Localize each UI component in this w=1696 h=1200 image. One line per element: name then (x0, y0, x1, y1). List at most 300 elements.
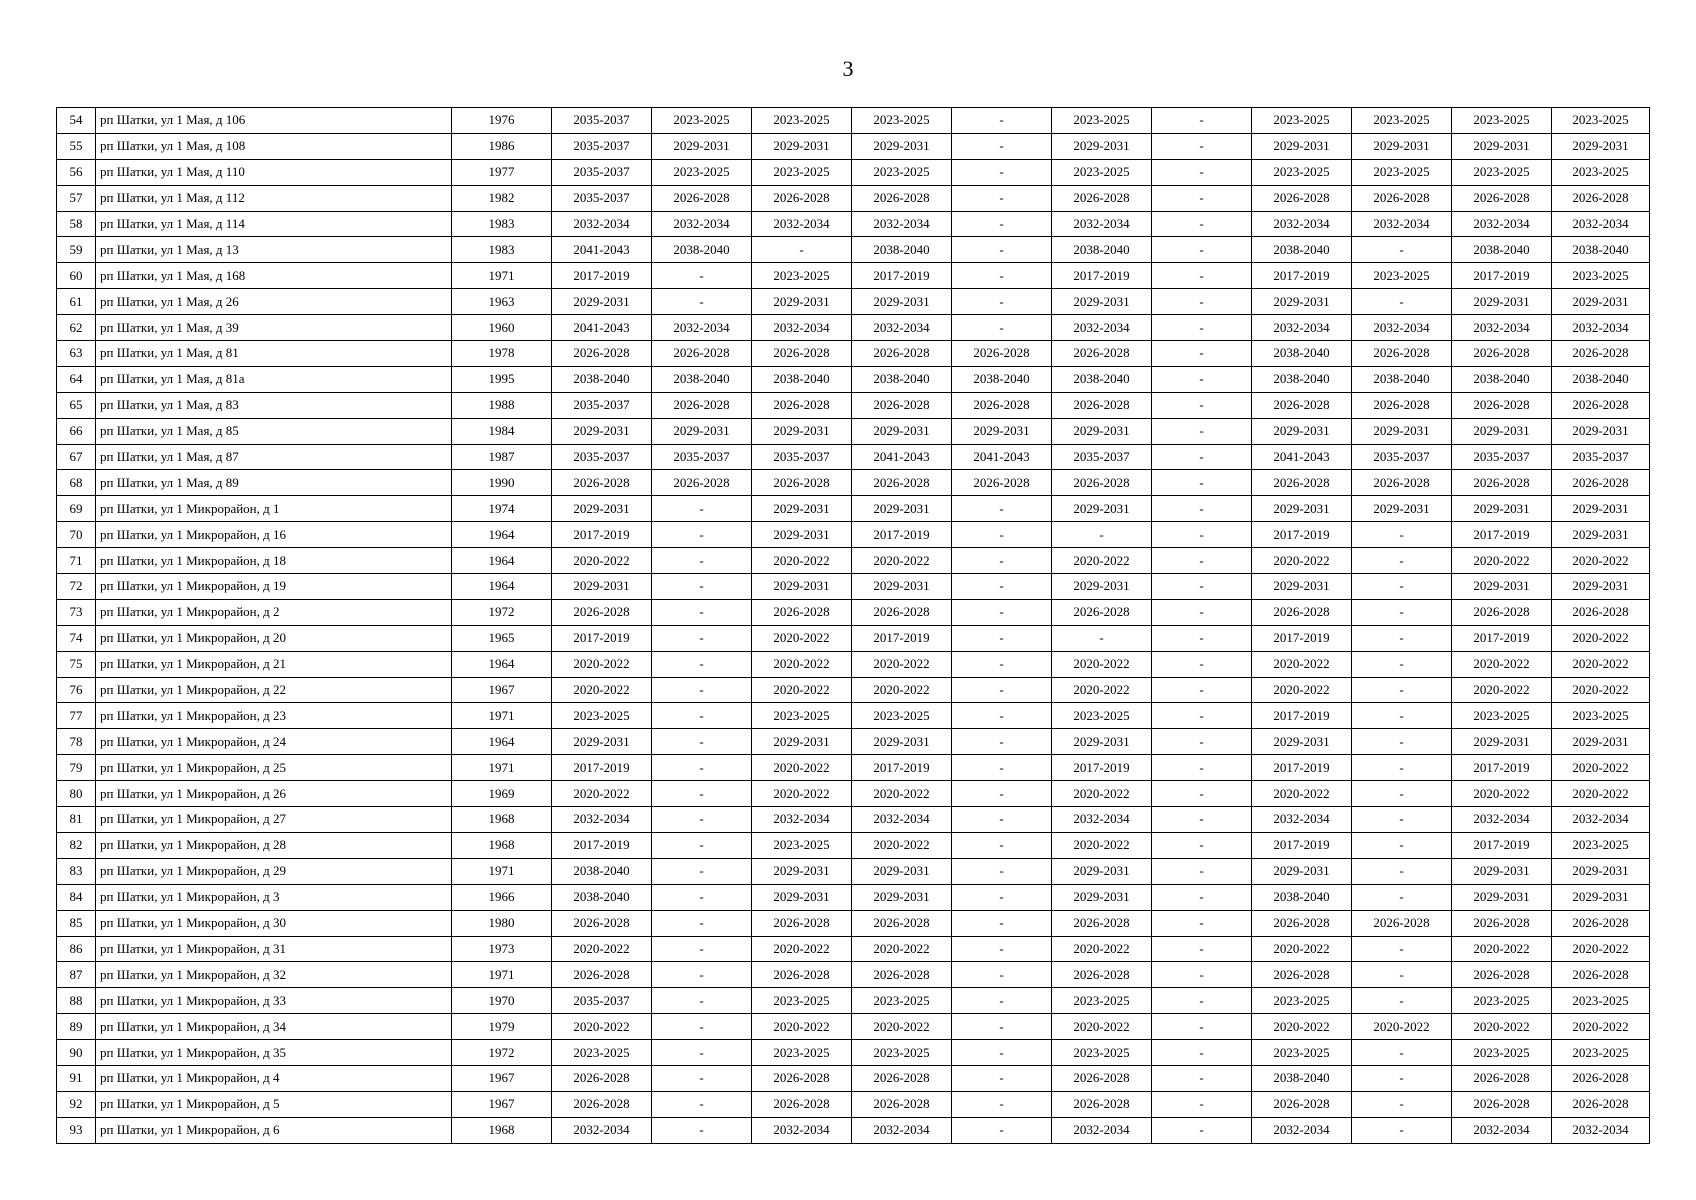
period-cell-3: 2026-2028 (752, 910, 852, 936)
table-row (57, 366, 1650, 392)
row-number-cell: 92 (57, 1091, 96, 1117)
period-cell-1: 2026-2028 (552, 1091, 652, 1117)
period-cell-3: 2026-2028 (752, 470, 852, 496)
period-cell-8: 2026-2028 (1252, 185, 1352, 211)
build-year-cell: 1968 (452, 807, 552, 833)
period-cell-7: - (1152, 574, 1252, 600)
period-cell-7: - (1152, 858, 1252, 884)
address-cell: рп Шатки, ул 1 Микрорайон, д 2 (96, 599, 452, 625)
period-cell-1: 2029-2031 (552, 574, 652, 600)
period-cell-2: - (652, 755, 752, 781)
period-cell-7: - (1152, 884, 1252, 910)
period-cell-5: - (952, 548, 1052, 574)
period-cell-11: 2029-2031 (1552, 522, 1650, 548)
period-cell-1: 2038-2040 (552, 858, 652, 884)
period-cell-5: - (952, 574, 1052, 600)
period-cell-7: - (1152, 1065, 1252, 1091)
period-cell-1: 2017-2019 (552, 263, 652, 289)
address-cell: рп Шатки, ул 1 Микрорайон, д 20 (96, 625, 452, 651)
period-cell-2: 2026-2028 (652, 185, 752, 211)
table-row (57, 832, 1650, 858)
period-cell-1: 2041-2043 (552, 237, 652, 263)
period-cell-8: 2020-2022 (1252, 936, 1352, 962)
build-year-cell: 1964 (452, 522, 552, 548)
address-cell: рп Шатки, ул 1 Мая, д 83 (96, 392, 452, 418)
address-cell: рп Шатки, ул 1 Микрорайон, д 16 (96, 522, 452, 548)
period-cell-1: 2020-2022 (552, 936, 652, 962)
period-cell-3: 2020-2022 (752, 755, 852, 781)
build-year-cell: 1984 (452, 418, 552, 444)
address-cell: рп Шатки, ул 1 Микрорайон, д 23 (96, 703, 452, 729)
row-number-cell: 93 (57, 1117, 96, 1143)
row-number-cell: 83 (57, 858, 96, 884)
period-cell-10: 2029-2031 (1452, 858, 1552, 884)
period-cell-4: 2029-2031 (852, 574, 952, 600)
period-cell-2: - (652, 936, 752, 962)
period-cell-11: 2029-2031 (1552, 858, 1650, 884)
period-cell-7: - (1152, 1014, 1252, 1040)
period-cell-9: - (1352, 884, 1452, 910)
period-cell-11: 2029-2031 (1552, 574, 1650, 600)
build-year-cell: 1995 (452, 366, 552, 392)
period-cell-3: 2029-2031 (752, 522, 852, 548)
period-cell-11: 2026-2028 (1552, 185, 1650, 211)
period-cell-4: 2029-2031 (852, 729, 952, 755)
period-cell-6: 2020-2022 (1052, 651, 1152, 677)
period-cell-5: 2026-2028 (952, 392, 1052, 418)
period-cell-8: 2026-2028 (1252, 962, 1352, 988)
build-year-cell: 1970 (452, 988, 552, 1014)
period-cell-1: 2035-2037 (552, 133, 652, 159)
period-cell-9: - (1352, 807, 1452, 833)
period-cell-5: - (952, 496, 1052, 522)
table-row (57, 133, 1650, 159)
row-number-cell: 80 (57, 781, 96, 807)
period-cell-7: - (1152, 988, 1252, 1014)
period-cell-1: 2026-2028 (552, 341, 652, 367)
period-cell-2: - (652, 884, 752, 910)
period-cell-9: - (1352, 962, 1452, 988)
period-cell-4: 2029-2031 (852, 418, 952, 444)
period-cell-1: 2023-2025 (552, 1040, 652, 1066)
period-cell-9: 2029-2031 (1352, 496, 1452, 522)
period-cell-11: 2020-2022 (1552, 755, 1650, 781)
period-cell-1: 2020-2022 (552, 781, 652, 807)
table-row (57, 1091, 1650, 1117)
period-cell-2: - (652, 729, 752, 755)
period-cell-8: 2017-2019 (1252, 832, 1352, 858)
period-cell-4: 2020-2022 (852, 832, 952, 858)
period-cell-7: - (1152, 366, 1252, 392)
period-cell-8: 2026-2028 (1252, 910, 1352, 936)
period-cell-5: - (952, 237, 1052, 263)
period-cell-1: 2032-2034 (552, 1117, 652, 1143)
build-year-cell: 1987 (452, 444, 552, 470)
build-year-cell: 1986 (452, 133, 552, 159)
period-cell-7: - (1152, 263, 1252, 289)
period-cell-7: - (1152, 237, 1252, 263)
table-row (57, 936, 1650, 962)
table-row (57, 211, 1650, 237)
period-cell-4: 2026-2028 (852, 1065, 952, 1091)
address-cell: рп Шатки, ул 1 Мая, д 26 (96, 289, 452, 315)
period-cell-1: 2032-2034 (552, 211, 652, 237)
row-number-cell: 65 (57, 392, 96, 418)
row-number-cell: 60 (57, 263, 96, 289)
period-cell-4: 2032-2034 (852, 211, 952, 237)
build-year-cell: 1967 (452, 1091, 552, 1117)
period-cell-4: 2026-2028 (852, 599, 952, 625)
period-cell-10: 2017-2019 (1452, 522, 1552, 548)
period-cell-6: 2032-2034 (1052, 211, 1152, 237)
period-cell-4: 2020-2022 (852, 781, 952, 807)
period-cell-9: - (1352, 677, 1452, 703)
period-cell-10: 2026-2028 (1452, 1065, 1552, 1091)
row-number-cell: 74 (57, 625, 96, 651)
period-cell-6: 2017-2019 (1052, 263, 1152, 289)
period-cell-6: 2026-2028 (1052, 470, 1152, 496)
period-cell-4: 2023-2025 (852, 988, 952, 1014)
period-cell-1: 2029-2031 (552, 729, 652, 755)
period-cell-4: 2020-2022 (852, 1014, 952, 1040)
build-year-cell: 1964 (452, 574, 552, 600)
period-cell-2: - (652, 574, 752, 600)
period-cell-7: - (1152, 1040, 1252, 1066)
build-year-cell: 1982 (452, 185, 552, 211)
period-cell-8: 2029-2031 (1252, 133, 1352, 159)
period-cell-7: - (1152, 1117, 1252, 1143)
period-cell-8: 2020-2022 (1252, 781, 1352, 807)
table-row (57, 1117, 1650, 1143)
address-cell: рп Шатки, ул 1 Микрорайон, д 22 (96, 677, 452, 703)
address-cell: рп Шатки, ул 1 Микрорайон, д 19 (96, 574, 452, 600)
build-year-cell: 1972 (452, 599, 552, 625)
period-cell-6: 2035-2037 (1052, 444, 1152, 470)
period-cell-2: - (652, 807, 752, 833)
period-cell-8: 2041-2043 (1252, 444, 1352, 470)
period-cell-11: 2029-2031 (1552, 496, 1650, 522)
build-year-cell: 1971 (452, 858, 552, 884)
period-cell-5: - (952, 185, 1052, 211)
period-cell-7: - (1152, 755, 1252, 781)
period-cell-10: 2032-2034 (1452, 211, 1552, 237)
period-cell-9: - (1352, 936, 1452, 962)
period-cell-7: - (1152, 677, 1252, 703)
build-year-cell: 1977 (452, 159, 552, 185)
period-cell-11: 2023-2025 (1552, 108, 1650, 134)
period-cell-9: - (1352, 599, 1452, 625)
period-cell-6: 2029-2031 (1052, 858, 1152, 884)
period-cell-11: 2026-2028 (1552, 1065, 1650, 1091)
row-number-cell: 58 (57, 211, 96, 237)
period-cell-4: 2020-2022 (852, 548, 952, 574)
table-row (57, 807, 1650, 833)
period-cell-1: 2041-2043 (552, 315, 652, 341)
period-cell-10: 2017-2019 (1452, 625, 1552, 651)
row-number-cell: 81 (57, 807, 96, 833)
period-cell-6: 2029-2031 (1052, 729, 1152, 755)
period-cell-3: 2038-2040 (752, 366, 852, 392)
build-year-cell: 1971 (452, 755, 552, 781)
period-cell-6: 2029-2031 (1052, 289, 1152, 315)
address-cell: рп Шатки, ул 1 Мая, д 114 (96, 211, 452, 237)
period-cell-2: - (652, 548, 752, 574)
period-cell-6: 2029-2031 (1052, 574, 1152, 600)
period-cell-2: - (652, 858, 752, 884)
build-year-cell: 1983 (452, 237, 552, 263)
period-cell-10: 2029-2031 (1452, 289, 1552, 315)
period-cell-2: - (652, 832, 752, 858)
period-cell-1: 2038-2040 (552, 884, 652, 910)
period-cell-10: 2035-2037 (1452, 444, 1552, 470)
period-cell-7: - (1152, 341, 1252, 367)
period-cell-6: 2026-2028 (1052, 962, 1152, 988)
address-cell: рп Шатки, ул 1 Микрорайон, д 3 (96, 884, 452, 910)
period-cell-2: - (652, 677, 752, 703)
table-row (57, 470, 1650, 496)
period-cell-7: - (1152, 522, 1252, 548)
table-row (57, 651, 1650, 677)
period-cell-3: 2029-2031 (752, 574, 852, 600)
row-number-cell: 72 (57, 574, 96, 600)
address-cell: рп Шатки, ул 1 Мая, д 106 (96, 108, 452, 134)
period-cell-7: - (1152, 962, 1252, 988)
period-cell-4: 2023-2025 (852, 108, 952, 134)
period-cell-1: 2026-2028 (552, 910, 652, 936)
row-number-cell: 75 (57, 651, 96, 677)
period-cell-6: 2029-2031 (1052, 884, 1152, 910)
period-cell-11: 2026-2028 (1552, 962, 1650, 988)
period-cell-10: 2017-2019 (1452, 832, 1552, 858)
table-row (57, 548, 1650, 574)
period-cell-2: 2029-2031 (652, 418, 752, 444)
period-cell-4: 2026-2028 (852, 910, 952, 936)
row-number-cell: 85 (57, 910, 96, 936)
period-cell-5: - (952, 1091, 1052, 1117)
period-cell-1: 2035-2037 (552, 392, 652, 418)
row-number-cell: 66 (57, 418, 96, 444)
period-cell-5: - (952, 108, 1052, 134)
period-cell-10: 2020-2022 (1452, 1014, 1552, 1040)
period-cell-5: - (952, 133, 1052, 159)
period-cell-3: 2035-2037 (752, 444, 852, 470)
period-cell-3: 2026-2028 (752, 1065, 852, 1091)
period-cell-5: - (952, 522, 1052, 548)
period-cell-10: 2038-2040 (1452, 237, 1552, 263)
period-cell-6: 2020-2022 (1052, 548, 1152, 574)
period-cell-6: 2023-2025 (1052, 988, 1152, 1014)
address-cell: рп Шатки, ул 1 Микрорайон, д 32 (96, 962, 452, 988)
period-cell-11: 2023-2025 (1552, 159, 1650, 185)
table-row (57, 677, 1650, 703)
period-cell-8: 2017-2019 (1252, 703, 1352, 729)
row-number-cell: 67 (57, 444, 96, 470)
period-cell-4: 2017-2019 (852, 522, 952, 548)
period-cell-10: 2020-2022 (1452, 936, 1552, 962)
build-year-cell: 1979 (452, 1014, 552, 1040)
period-cell-2: - (652, 1014, 752, 1040)
period-cell-4: 2026-2028 (852, 392, 952, 418)
period-cell-2: - (652, 496, 752, 522)
period-cell-8: 2029-2031 (1252, 496, 1352, 522)
period-cell-5: - (952, 962, 1052, 988)
period-cell-9: - (1352, 1065, 1452, 1091)
period-cell-9: - (1352, 1040, 1452, 1066)
period-cell-8: 2029-2031 (1252, 858, 1352, 884)
build-year-cell: 1990 (452, 470, 552, 496)
period-cell-5: - (952, 988, 1052, 1014)
period-cell-8: 2038-2040 (1252, 1065, 1352, 1091)
period-cell-9: 2026-2028 (1352, 341, 1452, 367)
period-cell-8: 2023-2025 (1252, 108, 1352, 134)
period-cell-9: - (1352, 237, 1452, 263)
period-cell-11: 2029-2031 (1552, 289, 1650, 315)
period-cell-5: - (952, 1065, 1052, 1091)
period-cell-2: 2029-2031 (652, 133, 752, 159)
row-number-cell: 84 (57, 884, 96, 910)
table-row (57, 574, 1650, 600)
period-cell-7: - (1152, 418, 1252, 444)
period-cell-8: 2023-2025 (1252, 1040, 1352, 1066)
period-cell-5: 2038-2040 (952, 366, 1052, 392)
address-cell: рп Шатки, ул 1 Мая, д 168 (96, 263, 452, 289)
address-cell: рп Шатки, ул 1 Микрорайон, д 28 (96, 832, 452, 858)
period-cell-11: 2029-2031 (1552, 729, 1650, 755)
period-cell-1: 2026-2028 (552, 599, 652, 625)
period-cell-11: 2032-2034 (1552, 807, 1650, 833)
period-cell-4: 2017-2019 (852, 263, 952, 289)
period-cell-6: 2032-2034 (1052, 1117, 1152, 1143)
period-cell-8: 2029-2031 (1252, 729, 1352, 755)
period-cell-1: 2035-2037 (552, 185, 652, 211)
table-row (57, 315, 1650, 341)
period-cell-1: 2017-2019 (552, 522, 652, 548)
address-cell: рп Шатки, ул 1 Мая, д 110 (96, 159, 452, 185)
build-year-cell: 1988 (452, 392, 552, 418)
period-cell-11: 2023-2025 (1552, 263, 1650, 289)
build-year-cell: 1968 (452, 1117, 552, 1143)
period-cell-6: 2020-2022 (1052, 936, 1152, 962)
period-cell-4: 2026-2028 (852, 470, 952, 496)
table-row (57, 729, 1650, 755)
row-number-cell: 89 (57, 1014, 96, 1040)
address-cell: рп Шатки, ул 1 Мая, д 39 (96, 315, 452, 341)
period-cell-9: 2032-2034 (1352, 211, 1452, 237)
period-cell-6: 2026-2028 (1052, 1091, 1152, 1117)
row-number-cell: 70 (57, 522, 96, 548)
period-cell-8: 2017-2019 (1252, 522, 1352, 548)
period-cell-3: 2023-2025 (752, 263, 852, 289)
period-cell-8: 2020-2022 (1252, 651, 1352, 677)
period-cell-8: 2038-2040 (1252, 366, 1352, 392)
build-year-cell: 1973 (452, 936, 552, 962)
address-cell: рп Шатки, ул 1 Микрорайон, д 21 (96, 651, 452, 677)
period-cell-4: 2020-2022 (852, 936, 952, 962)
table-row (57, 625, 1650, 651)
period-cell-3: 2023-2025 (752, 703, 852, 729)
period-cell-5: - (952, 1117, 1052, 1143)
build-year-cell: 1964 (452, 729, 552, 755)
table-row (57, 858, 1650, 884)
period-cell-7: - (1152, 832, 1252, 858)
period-cell-1: 2023-2025 (552, 703, 652, 729)
period-cell-6: 2020-2022 (1052, 677, 1152, 703)
period-cell-1: 2017-2019 (552, 755, 652, 781)
table-row (57, 599, 1650, 625)
period-cell-11: 2023-2025 (1552, 988, 1650, 1014)
period-cell-8: 2026-2028 (1252, 392, 1352, 418)
period-cell-2: - (652, 599, 752, 625)
period-cell-8: 2029-2031 (1252, 289, 1352, 315)
row-number-cell: 61 (57, 289, 96, 315)
period-cell-11: 2038-2040 (1552, 237, 1650, 263)
period-cell-9: - (1352, 755, 1452, 781)
period-cell-1: 2026-2028 (552, 962, 652, 988)
period-cell-6: 2020-2022 (1052, 781, 1152, 807)
period-cell-2: - (652, 781, 752, 807)
period-cell-9: 2038-2040 (1352, 366, 1452, 392)
period-cell-10: 2032-2034 (1452, 807, 1552, 833)
period-cell-6: 2038-2040 (1052, 366, 1152, 392)
period-cell-10: 2026-2028 (1452, 185, 1552, 211)
period-cell-11: 2029-2031 (1552, 418, 1650, 444)
period-cell-6: 2032-2034 (1052, 807, 1152, 833)
period-cell-7: - (1152, 496, 1252, 522)
address-cell: рп Шатки, ул 1 Мая, д 81 (96, 341, 452, 367)
period-cell-8: 2020-2022 (1252, 677, 1352, 703)
period-cell-6: 2026-2028 (1052, 599, 1152, 625)
period-cell-8: 2032-2034 (1252, 807, 1352, 833)
period-cell-5: 2026-2028 (952, 341, 1052, 367)
period-cell-11: 2020-2022 (1552, 936, 1650, 962)
period-cell-7: - (1152, 392, 1252, 418)
period-cell-5: - (952, 159, 1052, 185)
period-cell-11: 2020-2022 (1552, 625, 1650, 651)
period-cell-10: 2020-2022 (1452, 548, 1552, 574)
build-year-cell: 1974 (452, 496, 552, 522)
period-cell-2: - (652, 263, 752, 289)
period-cell-9: 2020-2022 (1352, 1014, 1452, 1040)
period-cell-8: 2026-2028 (1252, 599, 1352, 625)
address-cell: рп Шатки, ул 1 Микрорайон, д 25 (96, 755, 452, 781)
period-cell-7: - (1152, 729, 1252, 755)
period-cell-5: 2029-2031 (952, 418, 1052, 444)
table-row (57, 159, 1650, 185)
period-cell-7: - (1152, 211, 1252, 237)
table-row (57, 108, 1650, 134)
address-cell: рп Шатки, ул 1 Мая, д 81а (96, 366, 452, 392)
period-cell-5: - (952, 703, 1052, 729)
row-number-cell: 71 (57, 548, 96, 574)
table-row (57, 522, 1650, 548)
table-row (57, 392, 1650, 418)
period-cell-8: 2032-2034 (1252, 211, 1352, 237)
build-year-cell: 1980 (452, 910, 552, 936)
table-row (57, 185, 1650, 211)
period-cell-5: - (952, 677, 1052, 703)
period-cell-9: - (1352, 625, 1452, 651)
period-cell-11: 2026-2028 (1552, 470, 1650, 496)
period-cell-7: - (1152, 470, 1252, 496)
period-cell-5: - (952, 315, 1052, 341)
period-cell-4: 2023-2025 (852, 159, 952, 185)
period-cell-3: 2023-2025 (752, 988, 852, 1014)
period-cell-9: - (1352, 289, 1452, 315)
repair-schedule-table (56, 107, 1650, 1144)
table-row (57, 755, 1650, 781)
address-cell: рп Шатки, ул 1 Микрорайон, д 4 (96, 1065, 452, 1091)
build-year-cell: 1971 (452, 962, 552, 988)
